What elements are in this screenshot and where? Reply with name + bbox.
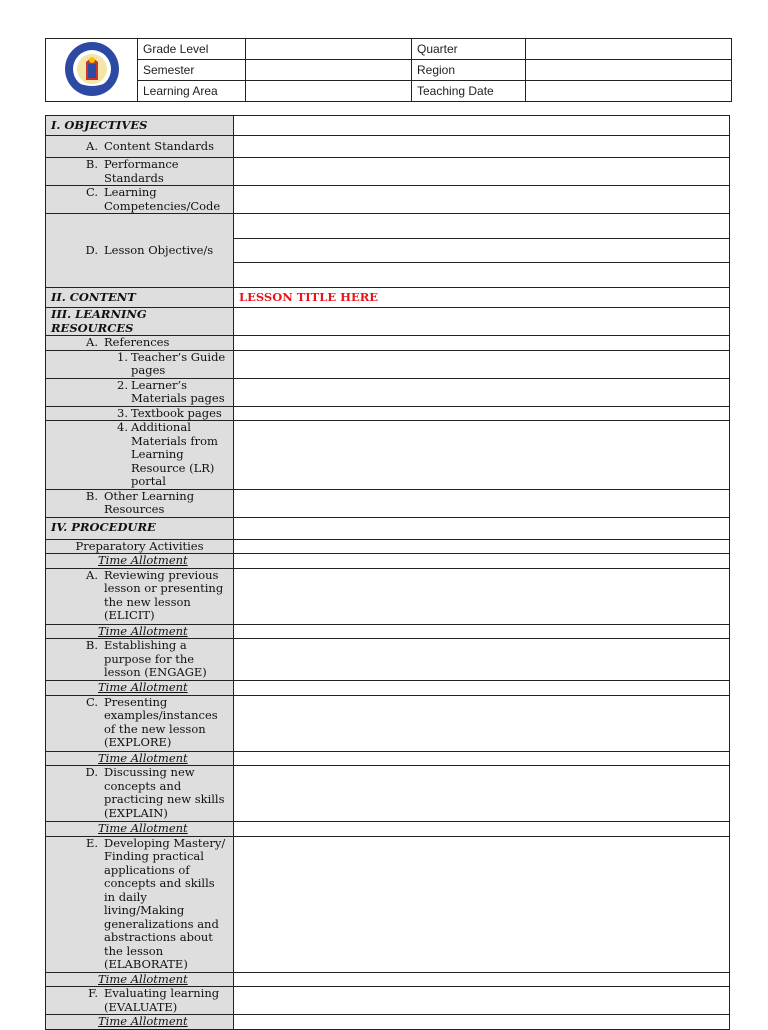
other-resources-label: B. Other Learning Resources — [46, 489, 234, 517]
explain-value[interactable] — [234, 766, 730, 822]
time-allotment-label: Time Allotment — [46, 624, 234, 639]
time-allotment-value[interactable] — [234, 1015, 730, 1030]
lesson-objective-line-1[interactable] — [234, 214, 730, 239]
time-allotment-value[interactable] — [234, 972, 730, 987]
explore-value[interactable] — [234, 695, 730, 751]
preparatory-activities-label: Preparatory Activities — [46, 539, 234, 554]
semester-value[interactable] — [246, 60, 412, 81]
engage-value[interactable] — [234, 639, 730, 681]
teachers-guide-value[interactable] — [234, 350, 730, 378]
content-standards-value[interactable] — [234, 136, 730, 158]
lesson-plan-table — [45, 115, 730, 1030]
time-allotment-label: Time Allotment — [46, 751, 234, 766]
teaching-date-label: Teaching Date — [412, 81, 526, 102]
time-allotment-value[interactable] — [234, 624, 730, 639]
other-resources-value[interactable] — [234, 489, 730, 517]
region-value[interactable] — [526, 60, 732, 81]
learning-area-label: Learning Area — [138, 81, 246, 102]
lesson-objectives-label: D. Lesson Objective/s — [46, 214, 234, 288]
textbook-pages-label: 3. Textbook pages — [46, 406, 234, 421]
elicit-label: A. Reviewing previous lesson or presenting the new lesson (ELICIT) — [46, 568, 234, 624]
engage-label: B. Establishing a purpose for the lesson (ENGAGE) — [46, 639, 234, 681]
preparatory-activities-value[interactable] — [234, 539, 730, 554]
elaborate-value[interactable] — [234, 836, 730, 972]
learning-resources-value[interactable] — [234, 308, 730, 336]
section-objectives: I. OBJECTIVES — [46, 116, 234, 136]
grade-level-value[interactable] — [246, 39, 412, 60]
time-allotment-label: Time Allotment — [46, 822, 234, 837]
learning-area-value[interactable] — [246, 81, 412, 102]
quarter-label: Quarter — [412, 39, 526, 60]
time-allotment-label: Time Allotment — [46, 681, 234, 696]
grade-level-label: Grade Level — [138, 39, 246, 60]
elaborate-label: E. Developing Mastery/ Finding practical applications of concepts and skills in daily living/Making generalizations and abstractions about the lesson (ELABORATE) — [46, 836, 234, 972]
section-learning-resources: III. LEARNING RESOURCES — [46, 308, 234, 336]
seal-icon — [50, 40, 134, 98]
time-allotment-value[interactable] — [234, 681, 730, 696]
lesson-objective-line-3[interactable] — [234, 263, 730, 288]
learners-materials-label: 2. Learner’s Materials pages — [46, 378, 234, 406]
time-allotment-value[interactable] — [234, 751, 730, 766]
explore-label: C. Presenting examples/instances of the new lesson (EXPLORE) — [46, 695, 234, 751]
procedure-value[interactable] — [234, 517, 730, 539]
performance-standards-label: B. Performance Standards — [46, 158, 234, 186]
deped-seal-logo — [46, 39, 138, 102]
evaluate-label: F. Evaluating learning (EVALUATE) — [46, 987, 234, 1015]
time-allotment-label: Time Allotment — [46, 554, 234, 569]
evaluate-value[interactable] — [234, 987, 730, 1015]
section-procedure: IV. PROCEDURE — [46, 517, 234, 539]
time-allotment-value[interactable] — [234, 554, 730, 569]
learners-materials-value[interactable] — [234, 378, 730, 406]
lesson-title[interactable]: LESSON TITLE HERE — [234, 288, 730, 308]
quarter-value[interactable] — [526, 39, 732, 60]
header-info-table — [45, 38, 732, 102]
teachers-guide-label: 1. Teacher’s Guide pages — [46, 350, 234, 378]
references-value[interactable] — [234, 336, 730, 351]
content-standards-label: A. Content Standards — [46, 136, 234, 158]
semester-label: Semester — [138, 60, 246, 81]
section-content: II. CONTENT — [46, 288, 234, 308]
region-label: Region — [412, 60, 526, 81]
additional-materials-label: 4. Additional Materials from Learning Resource (LR) portal — [46, 421, 234, 490]
elicit-value[interactable] — [234, 568, 730, 624]
references-label: A. References — [46, 336, 234, 351]
time-allotment-value[interactable] — [234, 822, 730, 837]
time-allotment-label: Time Allotment — [46, 1015, 234, 1030]
objectives-value[interactable] — [234, 116, 730, 136]
learning-competencies-value[interactable] — [234, 186, 730, 214]
performance-standards-value[interactable] — [234, 158, 730, 186]
explain-label: D. Discussing new concepts and practicing new skills (EXPLAIN) — [46, 766, 234, 822]
additional-materials-value[interactable] — [234, 421, 730, 490]
lesson-objective-line-2[interactable] — [234, 239, 730, 263]
learning-competencies-label: C. Learning Competencies/Code — [46, 186, 234, 214]
teaching-date-value[interactable] — [526, 81, 732, 102]
textbook-pages-value[interactable] — [234, 406, 730, 421]
time-allotment-label: Time Allotment — [46, 972, 234, 987]
